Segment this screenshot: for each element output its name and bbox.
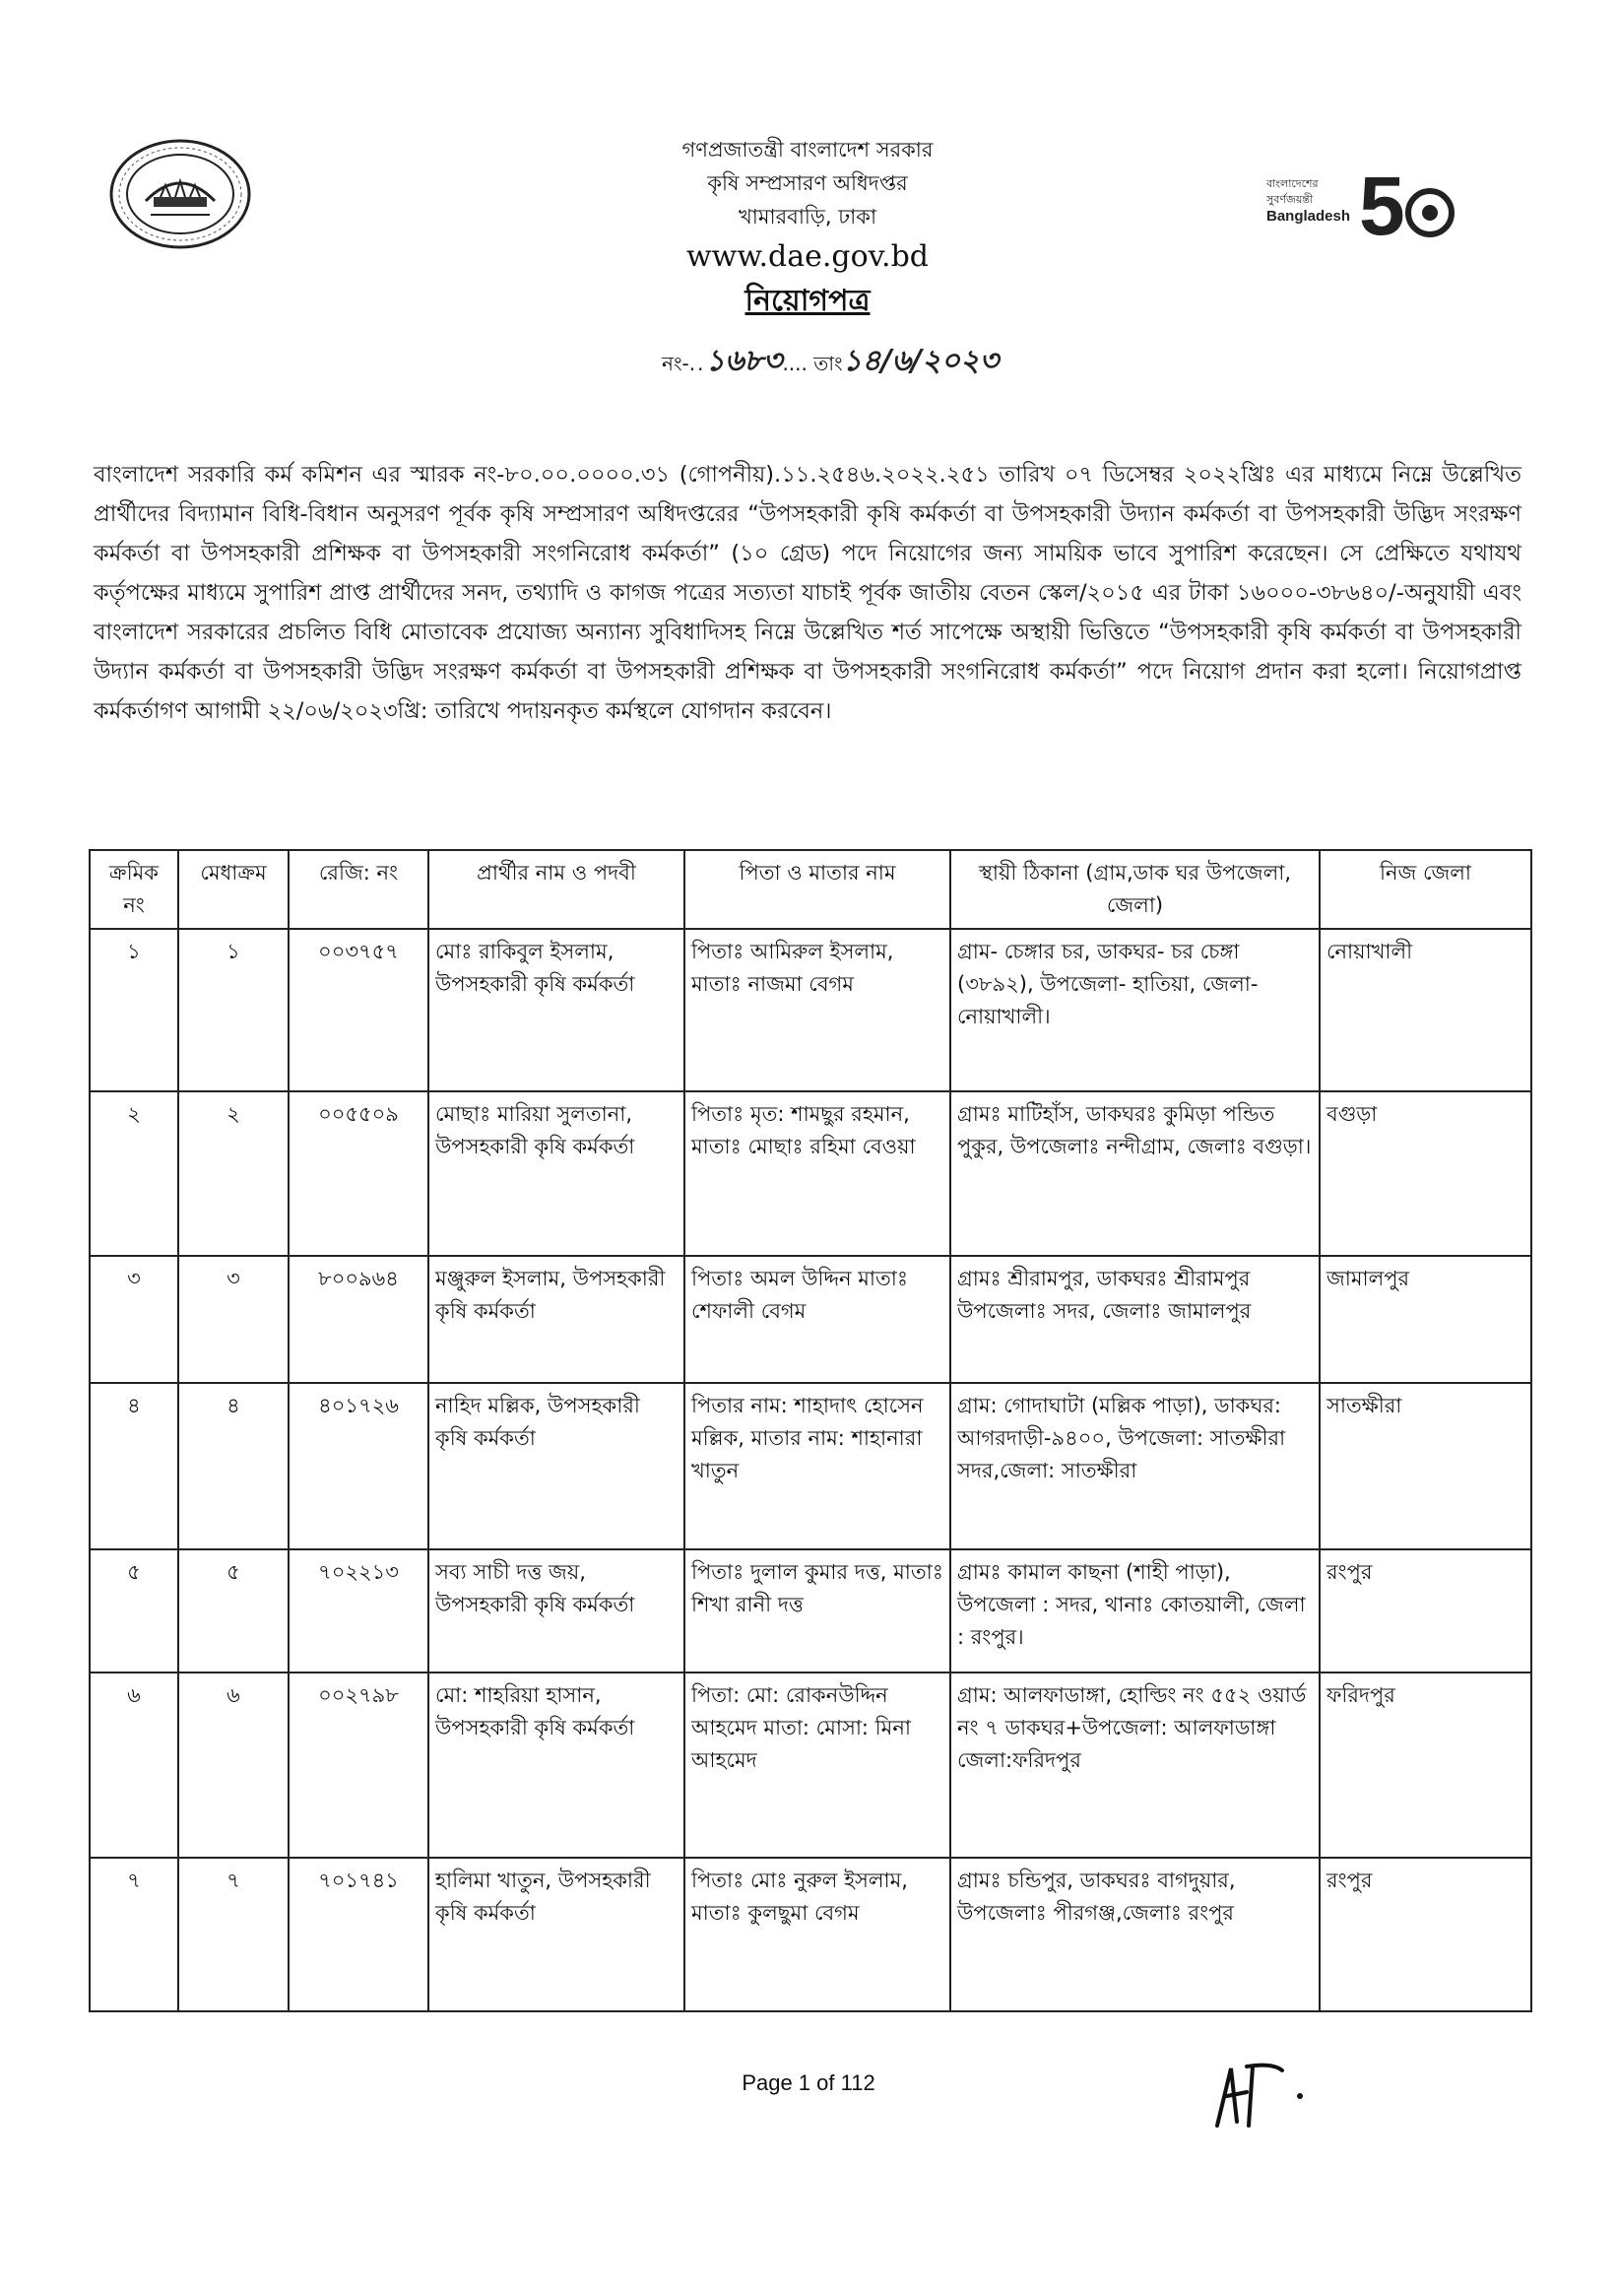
cell-district: ফরিদপুর — [1320, 1673, 1531, 1858]
col-header-merit: মেধাক্রম — [178, 850, 289, 929]
cell-name: মোছাঃ মারিয়া সুলতানা, উপসহকারী কৃষি কর্মকর্তা — [428, 1091, 684, 1256]
table-row — [90, 1091, 1531, 1256]
svg-text:সুবর্ণজয়ন্তী: সুবর্ণজয়ন্তী — [1266, 193, 1314, 206]
page-number: Page 1 of 112 — [742, 2070, 875, 2095]
cell-parents: পিতাঃ আমিরুল ইসলাম, মাতাঃ নাজমা বেগম — [684, 929, 950, 1091]
cell-merit: ৩ — [178, 1256, 289, 1383]
cell-serial: ১ — [90, 929, 178, 1091]
cell-merit: ৫ — [178, 1549, 289, 1673]
cell-reg: ৭০২২১৩ — [289, 1549, 428, 1673]
col-header-serial: ক্রমিক নং — [90, 850, 178, 929]
cell-district: নোয়াখালী — [1320, 929, 1531, 1091]
table-row — [90, 1549, 1531, 1673]
cell-name: সব্য সাচী দত্ত জয়, উপসহকারী কৃষি কর্মকর্তা — [428, 1549, 684, 1673]
cell-reg: ০০৩৭৫৭ — [289, 929, 428, 1091]
col-header-parents: পিতা ও মাতার নাম — [684, 850, 950, 929]
cell-parents: পিতার নাম: শাহাদাৎ হোসেন মল্লিক, মাতার নাম: শাহানারা খাতুন — [684, 1383, 950, 1549]
table-row — [90, 1256, 1531, 1383]
memo-no-label: নং- — [662, 352, 689, 375]
cell-serial: ২ — [90, 1091, 178, 1256]
cell-reg: ০০২৭৯৮ — [289, 1673, 428, 1858]
table-row — [90, 1383, 1531, 1549]
cell-merit: ৬ — [178, 1673, 289, 1858]
signature-icon — [1203, 2057, 1312, 2135]
memo-date-label: তাং — [813, 352, 843, 375]
office-location: খামারবাড়ি, ঢাকা — [738, 205, 877, 229]
document-title: নিয়োগপত্র — [744, 284, 871, 318]
cell-address: গ্রামঃ মাটিহাঁস, ডাকঘরঃ কুমিড়া পন্ডিত পুকুর, উপজেলাঃ নন্দীগ্রাম, জেলাঃ বগুড়া। — [950, 1091, 1320, 1256]
cell-serial: ৭ — [90, 1858, 178, 2011]
cell-merit: ৭ — [178, 1858, 289, 2011]
cell-address: গ্রাম: আলফাডাঙ্গা, হোল্ডিং নং ৫৫২ ওয়ার্ড নং ৭ ডাকঘর+উপজেলা: আলফাডাঙ্গা জেলা:ফরিদপুর — [950, 1673, 1320, 1858]
cell-address: গ্রাম: গোদাঘাটা (মল্লিক পাড়া), ডাকঘর: আগরদাড়ী-৯৪০০, উপজেলা: সাতক্ষীরা সদর,জেলা: সাতক্ষীরা — [950, 1383, 1320, 1549]
cell-reg: ০০৫৫০৯ — [289, 1091, 428, 1256]
cell-reg: ৪০১৭২৬ — [289, 1383, 428, 1549]
cell-parents: পিতাঃ মোঃ নুরুল ইসলাম, মাতাঃ কুলছুমা বেগম — [684, 1858, 950, 2011]
cell-district: জামালপুর — [1320, 1256, 1531, 1383]
cell-merit: ৪ — [178, 1383, 289, 1549]
bangladesh-50-icon — [1261, 148, 1457, 256]
col-header-reg: রেজি: নং — [289, 850, 428, 929]
cell-name: মঞ্জুরুল ইসলাম, উপসহকারী কৃষি কর্মকর্তা — [428, 1256, 684, 1383]
cell-reg: ৮০০৯৬৪ — [289, 1256, 428, 1383]
cell-district: বগুড়া — [1320, 1091, 1531, 1256]
cell-address: গ্রাম- চেঙ্গার চর, ডাকঘর- চর চেঙ্গা (৩৮৯২), উপজেলা- হাতিয়া, জেলা- নোয়াখালী। — [950, 929, 1320, 1091]
cell-district: রংপুর — [1320, 1549, 1531, 1673]
cell-address: গ্রামঃ শ্রীরামপুর, ডাকঘরঃ শ্রীরামপুর উপজেলাঃ সদর, জেলাঃ জামালপুর — [950, 1256, 1320, 1383]
cell-address: গ্রামঃ কামাল কাছনা (শাহী পাড়া), উপজেলা : সদর, থানাঃ কোতয়ালী, জেলা : রংপুর। — [950, 1549, 1320, 1673]
cell-name: মো: শাহরিয়া হাসান, উপসহকারী কৃষি কর্মকর্তা — [428, 1673, 684, 1858]
department-name: কৃষি সম্প্রসারণ অধিদপ্তর — [707, 171, 908, 195]
cell-serial: ৪ — [90, 1383, 178, 1549]
cell-address: গ্রামঃ চন্ডিপুর, ডাকঘরঃ বাগদুয়ার, উপজেলাঃ পীরগঞ্জ,জেলাঃ রংপুর — [950, 1858, 1320, 2011]
cell-district: সাতক্ষীরা — [1320, 1383, 1531, 1549]
cell-parents: পিতাঃ দুলাল কুমার দত্ত, মাতাঃ শিখা রানী দত্ত — [684, 1549, 950, 1673]
cell-name: মোঃ রাকিবুল ইসলাম, উপসহকারী কৃষি কর্মকর্তা — [428, 929, 684, 1091]
government-name: গণপ্রজাতন্ত্রী বাংলাদেশ সরকার — [681, 138, 934, 162]
col-header-name: প্রার্থীর নাম ও পদবী — [428, 850, 684, 929]
cell-name: নাহিদ মল্লিক, উপসহকারী কৃষি কর্মকর্তা — [428, 1383, 684, 1549]
memo-no-value: ১৬৮৩ — [705, 344, 783, 378]
website-link[interactable]: www.dae.gov.bd — [686, 239, 929, 274]
letterhead — [551, 133, 1064, 324]
cell-parents: পিতাঃ অমল উদ্দিন মাতাঃ শেফালী বেগম — [684, 1256, 950, 1383]
cell-district: রংপুর — [1320, 1858, 1531, 2011]
memo-date-value: ১৪/৬/২০২৩ — [842, 344, 1000, 378]
cell-serial: ৩ — [90, 1256, 178, 1383]
cell-serial: ৫ — [90, 1549, 178, 1673]
table-row — [90, 1858, 1531, 2011]
table-row — [90, 929, 1531, 1091]
cell-merit: ২ — [178, 1091, 289, 1256]
cell-parents: পিতা: মো: রোকনউদ্দিন আহমেদ মাতা: মোসা: মিনা আহমেদ — [684, 1673, 950, 1858]
table-header-row — [90, 850, 1531, 929]
cell-merit: ১ — [178, 929, 289, 1091]
svg-text:Bangladesh: Bangladesh — [1266, 208, 1351, 225]
svg-text:বাংলাদেশের: বাংলাদেশের — [1266, 177, 1319, 190]
cell-parents: পিতাঃ মৃত: শামছুর রহমান, মাতাঃ মোছাঃ রহিমা বেওয়া — [684, 1091, 950, 1256]
cell-serial: ৬ — [90, 1673, 178, 1858]
cell-reg: ৭০১৭৪১ — [289, 1858, 428, 2011]
body-paragraph: বাংলাদেশ সরকারি কর্ম কমিশন এর স্মারক নং-৮০.০০.০০০০.৩১ (গোপনীয়).১১.২৫৪৬.২০২২.২৫১ তারিখ ০৭ ডিসেম্বর ২০২২খ্রিঃ এর মাধ্যমে নিম্নে উল্লেখিত প্রার্থীদের বিদ্যামান বিধি-বিধান অনুসরণ পূর্বক কৃষি সম্প্রসারণ অধিদপ্তরের “উপসহকারী কৃষি কর্মকর্তা বা উপসহকারী উদ্যান কর্মকর্তা বা উপসহকারী উদ্ভিদ সংরক্ষণ কর্মকর্তা বা উপসহকারী প্রশিক্ষক বা উপসহকারী সংগনিরোধ কর্মকর্তা” (১০ গ্রেড) পদে নিয়োগের জন্য সাময়িক ভাবে সুপারিশ করেছেন। সে প্রেক্ষিতে যথাযথ কর্তৃপক্ষের মাধ্যমে সুপারিশ প্রাপ্ত প্রার্থীদের সনদ, তথ্যাদি ও কাগজ পত্রের সত্যতা যাচাই পূর্বক জাতীয় বেতন স্কেল/২০১৫ এর টাকা ১৬০০০-৩৮৬৪০/-অনুযায়ী এবং বাংলাদেশ সরকারের প্রচলিত বিধি মোতাবেক প্রযোজ্য অন্যান্য সুবিধাদিসহ নিম্নে উল্লেখিত শর্ত সাপেক্ষে অস্থায়ী ভিত্তিতে “উপসহকারী কৃষি কর্মকর্তা বা উপসহকারী উদ্যান কর্মকর্তা বা উপসহকারী উদ্ভিদ সংরক্ষণ কর্মকর্তা বা উপসহকারী প্রশিক্ষক বা উপসহকারী সংগনিরোধ কর্মকর্তা” পদে নিয়োগ প্রদান করা হলো। নিয়োগপ্রাপ্ত কর্মকর্তাগণ আগামী ২২/০৬/২০২৩খ্রি: তারিখে পদায়নকৃত কর্মস্থলে যোগদান করবেন। — [94, 462, 1521, 724]
memo-line: নং-..১৬৮৩.... তাং১৪/৬/২০২৩ — [662, 344, 1000, 378]
table-row — [90, 1673, 1531, 1858]
appointment-table — [89, 849, 1532, 2012]
cell-name: হালিমা খাতুন, উপসহকারী কৃষি কর্মকর্তা — [428, 1858, 684, 2011]
col-header-address: স্থায়ী ঠিকানা (গ্রাম,ডাক ঘর উপজেলা, জেলা) — [950, 850, 1320, 929]
col-header-district: নিজ জেলা — [1320, 850, 1531, 929]
dae-seal-icon — [106, 136, 254, 252]
svg-text:5: 5 — [1359, 160, 1405, 252]
